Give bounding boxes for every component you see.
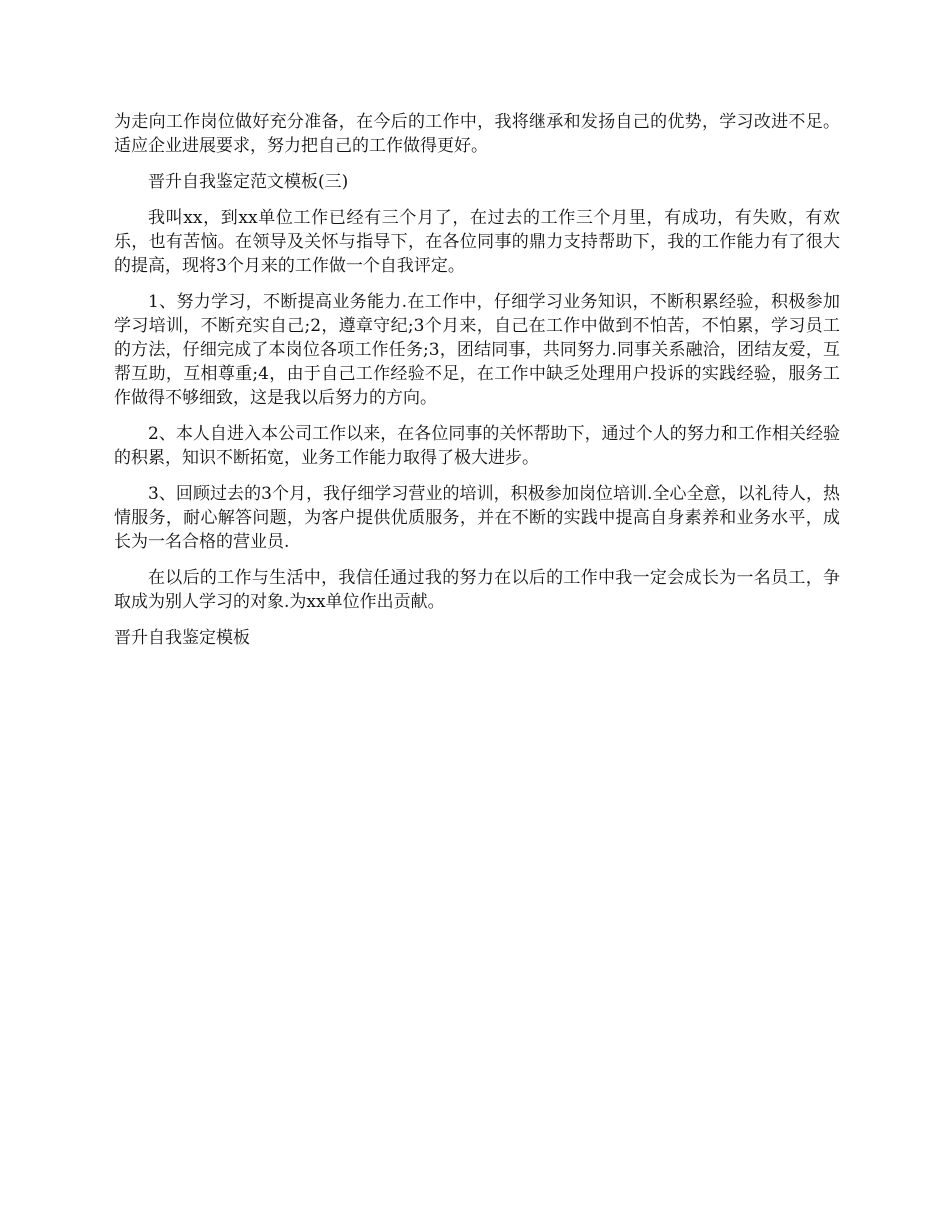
paragraph-conclusion: 在以后的工作与生活中，我信任通过我的努力在以后的工作中我一定会成长为一名员工，争取成为别人学习的对象.为xx单位作出贡献。 [114, 568, 840, 612]
paragraph-point-one: 1、努力学习，不断提高业务能力.在工作中，仔细学习业务知识，不断积累经验，积极参加学习培训，不断充实自己;2，遵章守纪;3个月来，自己在工作中做到不怕苦，不怕累，学习员工的方法，仔细完成了本岗位各项工作任务;3，团结同事，共同努力.同事关系融洽，团结友爱，互帮互助，互相尊重;4，由于自己工作经验不足，在工作中缺乏处理用户投诉的实践经验，服务工作做得不够细致，这是我以后努力的方向。 [114, 292, 840, 408]
document-body [114, 110, 840, 662]
paragraph-intro-continuation: 为走向工作岗位做好充分准备，在今后的工作中，我将继承和发扬自己的优势，学习改进不足。适应企业进展要求，努力把自己的工作做得更好。 [114, 112, 840, 156]
paragraph-point-three: 3、回顾过去的3个月，我仔细学习营业的培训，积极参加岗位培训.全心全意，以礼待人，热情服务，耐心解答问题，为客户提供优质服务，并在不断的实践中提高自身素养和业务水平，成长为一名合格的营业员. [114, 484, 840, 552]
paragraph-self-introduction: 我叫xx，到xx单位工作已经有三个月了，在过去的工作三个月里，有成功，有失败，有欢乐，也有苦恼。在领导及关怀与指导下，在各位同事的鼎力支持帮助下，我的工作能力有了很大的提高，现将3个月来的工作做一个自我评定。 [114, 208, 840, 276]
paragraph-point-two: 2、本人自进入本公司工作以来，在各位同事的关怀帮助下，通过个人的努力和工作相关经验的积累，知识不断拓宽，业务工作能力取得了极大进步。 [114, 424, 840, 468]
section-heading-template: 晋升自我鉴定模板 [114, 628, 250, 648]
section-heading-template-three: 晋升自我鉴定范文模板(三) [148, 172, 349, 192]
